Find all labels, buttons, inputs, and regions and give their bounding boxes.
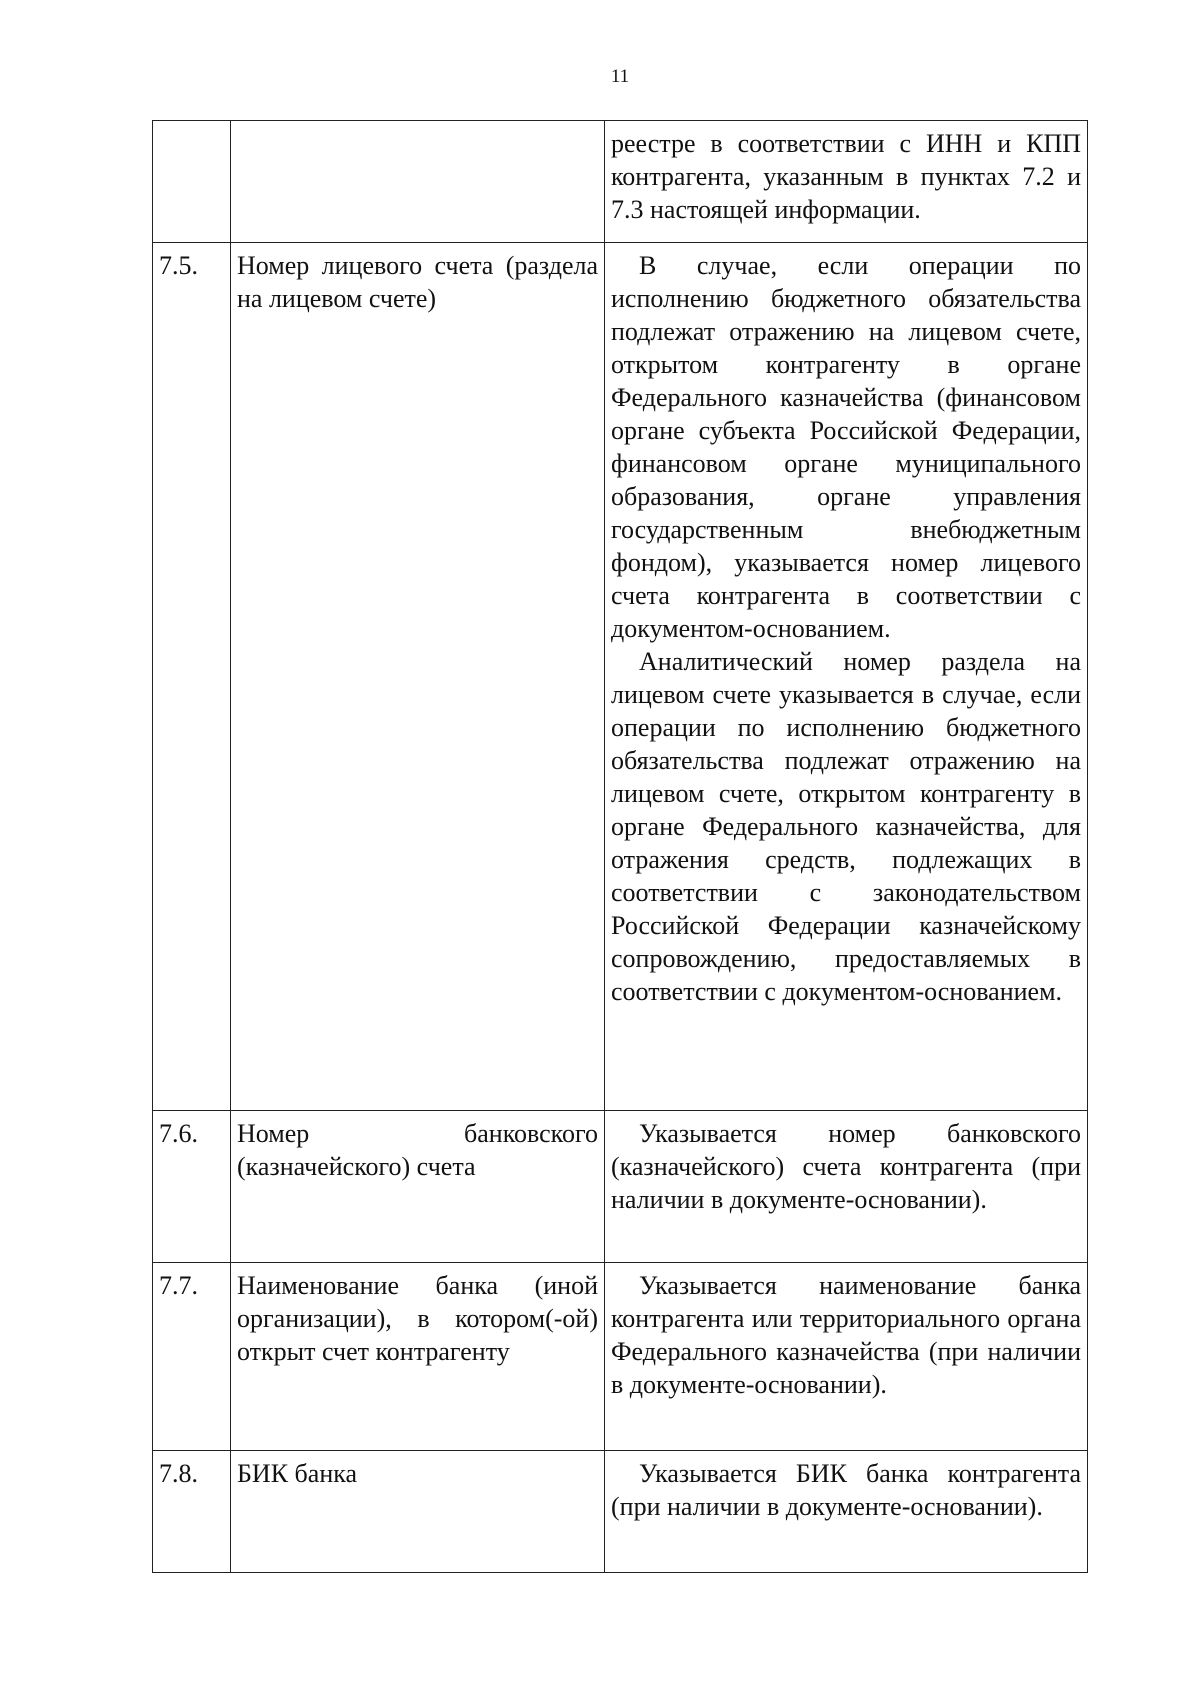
requisites-table bbox=[152, 120, 1088, 1573]
description-paragraph: В случае, если операции по исполнению бюджетного обязательства подлежат отражению на лицевом счете, открытом контрагенту в органе Федерального казначейства (финансовом органе субъекта Российской Федерации, финансовом органе муниципального образования, органе управления государственным внебюджетным фондом), указывается номер лицевого счета контрагента в соответствии с документом-основанием. bbox=[611, 251, 1081, 643]
row-field-name bbox=[231, 121, 605, 243]
row-field-name bbox=[231, 243, 605, 1111]
row-description bbox=[605, 243, 1088, 1111]
description-paragraph: реестре в соответствии с ИНН и КПП контрагента, указанным в пунктах 7.2 и 7.3 настоящей информации. bbox=[611, 129, 1081, 224]
row-number bbox=[153, 121, 231, 243]
description-paragraph: Указывается наименование банка контрагента или территориального органа Федерального казначейства (при наличии в документе-основании). bbox=[611, 1271, 1081, 1399]
page-number: 11 bbox=[610, 66, 630, 87]
row-field-name: БИК банка bbox=[231, 1451, 605, 1573]
table-row bbox=[153, 243, 1088, 1111]
table-row bbox=[153, 1111, 1088, 1263]
row-field-name: Наименование банка (иной организации), в котором(-ой) открыт счет контрагенту bbox=[231, 1263, 605, 1451]
description-paragraph: Указывается номер банковского (казначейского) счета контрагента (при наличии в документе-основании). bbox=[611, 1119, 1081, 1214]
row-number: 7.8. bbox=[153, 1451, 231, 1573]
table-row bbox=[153, 1263, 1088, 1451]
row-number: 7.6. bbox=[153, 1111, 231, 1263]
table-row bbox=[153, 121, 1088, 243]
row-description bbox=[605, 1451, 1088, 1573]
row-description bbox=[605, 121, 1088, 243]
field-name-text: Номер лицевого счета (раздела на лицевом счете) bbox=[237, 251, 598, 313]
row-number: 7.5. bbox=[153, 243, 231, 1111]
row-description bbox=[605, 1263, 1088, 1451]
row-description bbox=[605, 1111, 1088, 1263]
description-paragraph: Указывается БИК банка контрагента (при наличии в документе-основании). bbox=[611, 1459, 1081, 1521]
table-row bbox=[153, 1451, 1088, 1573]
row-field-name: Номер банковского (казначейского) счета bbox=[231, 1111, 605, 1263]
description-paragraph: Аналитический номер раздела на лицевом счете указывается в случае, если операции по исполнению бюджетного обязательства подлежат отражению на лицевом счете, открытом контрагенту в органе Федерального казначейства, для отражения средств, подлежащих в соответствии с законодательством Российской Федерации казначейскому сопровождению, предоставляемых в соответствии с документом-основанием. bbox=[611, 647, 1081, 1006]
row-number: 7.7. bbox=[153, 1263, 231, 1451]
